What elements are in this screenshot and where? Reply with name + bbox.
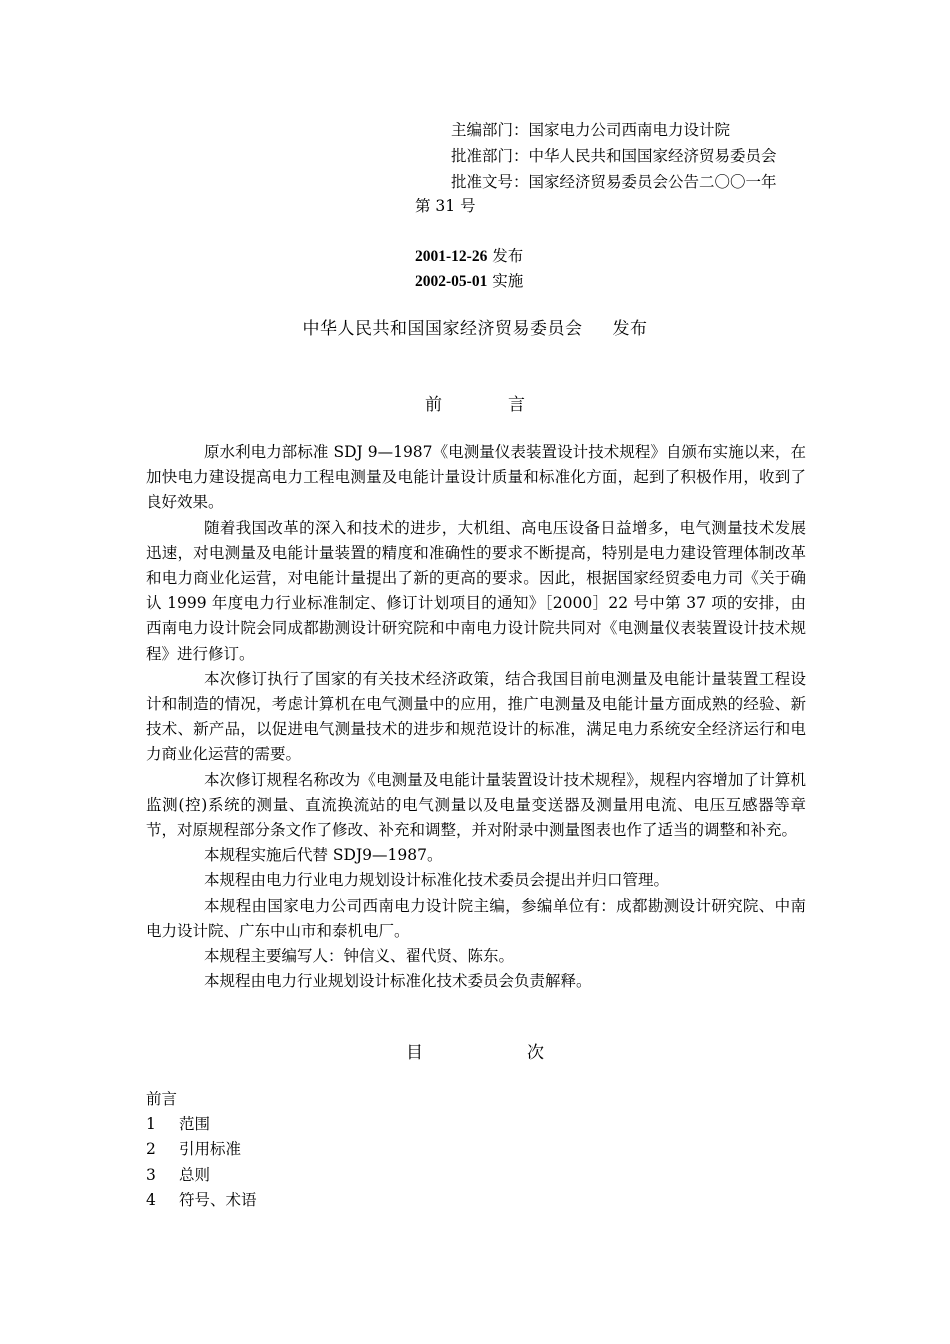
toc-item-number: 1 bbox=[146, 1115, 156, 1134]
toc-item-label: 符号、术语 bbox=[179, 1190, 257, 1209]
effective-label: 实施 bbox=[492, 272, 524, 290]
foreword-paragraph: 本规程由电力行业电力规划设计标准化技术委员会提出并归口管理。 bbox=[204, 871, 670, 890]
toc-item-preface[interactable]: 前言 bbox=[146, 1090, 178, 1108]
toc-item-number: 4 bbox=[146, 1190, 156, 1209]
effective-date: 2002-05-01 bbox=[415, 273, 488, 290]
foreword-paragraph: 随着我国改革的深入和技术的进步，大机组、高电压设备日益增多，电气测量技术发展迅速，对电测量及电能计量装置的精度和准确性的要求不断提高，特别是电力建设管理体制改革和电力商业化运营，对电能计量提出了新的更高的要求。因此，根据国家经贸委电力司《关于确认 1999 年度电力行业标准制定、修订计划项目的通知》［2000］22 号中第 37 项的安排，由西南电力设计院会同成都勘测设计研究院和中南电力设计院共同对《电测量仪表装置设计技术规程》进行修订。 bbox=[146, 518, 806, 663]
foreword-paragraph: 本规程主要编写人：钟信义、翟代贤、陈东。 bbox=[204, 947, 515, 966]
toc-item-number: 2 bbox=[146, 1140, 156, 1159]
foreword-title-char2: 言 bbox=[508, 395, 525, 415]
publish-date-line bbox=[415, 244, 523, 266]
toc-item[interactable] bbox=[146, 1137, 257, 1162]
toc-item-label: 总则 bbox=[179, 1165, 211, 1184]
approval-doc-number-cont: 第 31 号 bbox=[415, 197, 476, 215]
toc-title bbox=[0, 1038, 950, 1063]
toc-title-char1: 目 bbox=[406, 1043, 423, 1063]
toc-list bbox=[146, 1087, 257, 1213]
foreword-body bbox=[146, 440, 806, 994]
publisher-org: 中华人民共和国国家经济贸易委员会 bbox=[302, 319, 583, 339]
toc-item-label: 范围 bbox=[179, 1115, 211, 1134]
approval-doc-number: 批准文号：国家经济贸易委员会公告二〇〇一年 bbox=[451, 173, 777, 191]
foreword-paragraph: 原水利电力部标准 SDJ 9—1987《电测量仪表装置设计技术规程》自颁布实施以来，在加快电力建设提高电力工程电测量及电能计量设计质量和标准化方面，起到了积极作用，收到了良好效果。 bbox=[146, 443, 806, 512]
foreword-paragraph: 本规程由电力行业规划设计标准化技术委员会负责解释。 bbox=[204, 972, 592, 991]
foreword-title-char1: 前 bbox=[425, 395, 442, 415]
foreword-paragraph: 本次修订规程名称改为《电测量及电能计量装置设计技术规程》，规程内容增加了计算机监测(控)系统的测量、直流换流站的电气测量以及电量变送器及测量用电流、电压互感器等章节，对原规程部分条文作了修改、补充和调整，并对附录中测量图表也作了适当的调整和补充。 bbox=[146, 770, 806, 840]
publisher-line bbox=[0, 314, 950, 339]
toc-item-label: 引用标准 bbox=[179, 1140, 242, 1159]
toc-item[interactable] bbox=[146, 1112, 257, 1137]
editor-department: 主编部门：国家电力公司西南电力设计院 bbox=[451, 121, 731, 139]
approval-department: 批准部门：中华人民共和国国家经济贸易委员会 bbox=[451, 147, 777, 165]
foreword-paragraph: 本次修订执行了国家的有关技术经济政策，结合我国目前电测量及电能计量装置工程设计和制造的情况，考虑计算机在电气测量中的应用，推广电测量及电能计量方面成熟的经验、新技术、新产品，以促进电气测量技术的进步和规范设计的标准，满足电力系统安全经济运行和电力商业化运营的需要。 bbox=[146, 669, 806, 764]
foreword-paragraph: 本规程实施后代替 SDJ9—1987。 bbox=[204, 846, 443, 865]
publish-label: 发布 bbox=[492, 247, 524, 265]
effective-date-line bbox=[415, 269, 523, 291]
toc-title-char2: 次 bbox=[527, 1043, 544, 1063]
toc-item-number: 3 bbox=[146, 1165, 156, 1184]
publisher-action: 发布 bbox=[612, 319, 648, 339]
toc-item[interactable] bbox=[146, 1163, 257, 1188]
foreword-paragraph: 本规程由国家电力公司西南电力设计院主编，参编单位有：成都勘测设计研究院、中南电力设计院、广东中山市和泰机电厂。 bbox=[146, 896, 806, 940]
toc-item[interactable] bbox=[146, 1188, 257, 1213]
publish-date: 2001-12-26 bbox=[415, 248, 488, 265]
foreword-title bbox=[0, 390, 950, 415]
